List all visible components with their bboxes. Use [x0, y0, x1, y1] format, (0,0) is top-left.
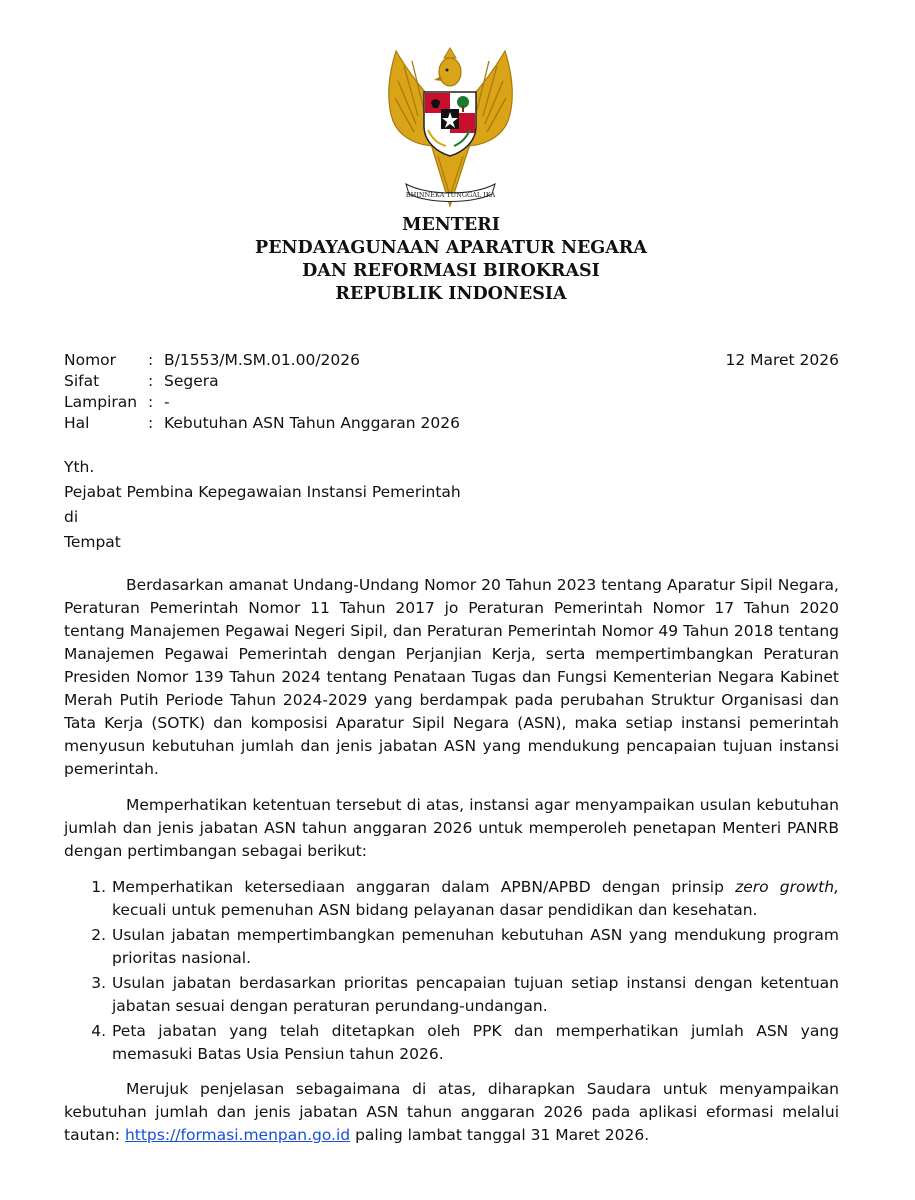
list-item-text [112, 876, 839, 922]
paragraph-2 [64, 794, 839, 863]
nomor-label: Nomor [64, 351, 117, 369]
list-item-text-part: kecuali untuk pemenuhan ASN bidang pelayanan dasar pendidikan dan kesehatan. [112, 901, 758, 919]
list-item-number: 3. [91, 974, 106, 992]
header-line-3: DAN REFORMASI BIROKRASI [302, 261, 600, 281]
sifat-label: Sifat [64, 372, 100, 390]
colon: : [148, 414, 154, 432]
header-line-1: MENTERI [402, 215, 500, 235]
meta-row-sifat [64, 371, 460, 392]
addressee-yth: Yth. [64, 458, 95, 476]
paragraph-2-text: Memperhatikan ketentuan tersebut di atas, instansi agar menyampaikan usulan kebutuhan jumlah dan jenis jabatan ASN tahun anggaran 2026 untuk memperoleh penetapan Menteri PANRB dengan pertimbangan sebagai berikut: [64, 796, 839, 860]
garuda-pancasila-emblem [368, 46, 533, 211]
list-item-text: Peta jabatan yang telah ditetapkan oleh PPK dan memperhatikan jumlah ASN yang memasuki Batas Usia Pensiun tahun 2026. [112, 1022, 839, 1063]
hal-label: Hal [64, 414, 90, 432]
meta-row-lampiran [64, 392, 460, 413]
paragraph-3-text-part: paling lambat tanggal 31 Maret 2026. [350, 1126, 650, 1144]
emblem-motto: BHINNEKA TUNGGAL IKA [405, 191, 496, 199]
lampiran-value: - [164, 393, 170, 411]
addressee-recipient: Pejabat Pembina Kepegawaian Instansi Pemerintah [64, 483, 461, 501]
addressee-di: di [64, 508, 79, 526]
paragraph-3-text-part: Merujuk penjelasan sebagaimana di atas, diharapkan Saudara untuk menyampaikan kebutuhan jumlah dan jenis jabatan ASN tahun anggaran 2026 pada aplikasi eformasi melalui tautan: [64, 1080, 839, 1144]
colon: : [148, 351, 154, 369]
meta-row-nomor [64, 350, 460, 371]
considerations-list [64, 876, 839, 1068]
list-item-emphasis: zero growth, [735, 878, 839, 896]
nomor-value: B/1553/M.SM.01.00/2026 [164, 351, 361, 369]
hal-value: Kebutuhan ASN Tahun Anggaran 2026 [164, 414, 460, 432]
list-item-text: Usulan jabatan berdasarkan prioritas pencapaian tujuan setiap instansi dengan ketentuan jabatan sesuai dengan peraturan perundang-undangan. [112, 974, 839, 1015]
paragraph-3 [64, 1078, 839, 1147]
list-item [64, 1020, 839, 1066]
formasi-link[interactable]: https://formasi.menpan.go.id [124, 1126, 351, 1144]
sifat-value: Segera [164, 372, 219, 390]
letter-metadata [64, 350, 460, 434]
addressee-tempat: Tempat [64, 533, 121, 551]
lampiran-label: Lampiran [64, 393, 138, 411]
paragraph-1 [64, 574, 839, 781]
addressee-block [64, 455, 461, 555]
list-item-number: 2. [91, 926, 106, 944]
list-item [64, 972, 839, 1018]
list-item-text-part: Memperhatikan ketersediaan anggaran dalam APBN/APBD dengan prinsip [112, 878, 736, 896]
list-item-number: 4. [91, 1022, 106, 1040]
letter-date: 12 Maret 2026 [725, 351, 839, 369]
list-item-text: Usulan jabatan mempertimbangkan pemenuhan kebutuhan ASN yang mendukung program prioritas nasional. [112, 926, 839, 967]
list-item [64, 876, 839, 922]
ministry-header [0, 214, 902, 306]
paragraph-3-text [64, 1078, 839, 1147]
header-line-2: PENDAYAGUNAAN APARATUR NEGARA [255, 238, 647, 258]
meta-row-hal [64, 413, 460, 434]
list-item [64, 924, 839, 970]
paragraph-1-text: Berdasarkan amanat Undang-Undang Nomor 20 Tahun 2023 tentang Aparatur Sipil Negara, Peraturan Pemerintah Nomor 11 Tahun 2017 jo Peraturan Pemerintah Nomor 17 Tahun 2020 tentang Manajemen Pegawai Negeri Sipil, dan Peraturan Pemerintah Nomor 49 Tahun 2018 tentang Manajemen Pegawai Pemerintah dengan Perjanjian Kerja, serta mempertimbangkan Peraturan Presiden Nomor 139 Tahun 2024 tentang Penataan Tugas dan Fungsi Kementerian Negara Kabinet Merah Putih Periode Tahun 2024-2029 yang berdampak pada perubahan Struktur Organisasi dan Tata Kerja (SOTK) dan komposisi Aparatur Sipil Negara (ASN), maka setiap instansi pemerintah menyusun kebutuhan jumlah dan jenis jabatan ASN yang mendukung pencapaian tujuan instansi pemerintah. [64, 576, 839, 778]
colon: : [148, 393, 154, 411]
list-item-number: 1. [91, 878, 106, 896]
header-line-4: REPUBLIK INDONESIA [335, 284, 567, 304]
colon: : [148, 372, 154, 390]
